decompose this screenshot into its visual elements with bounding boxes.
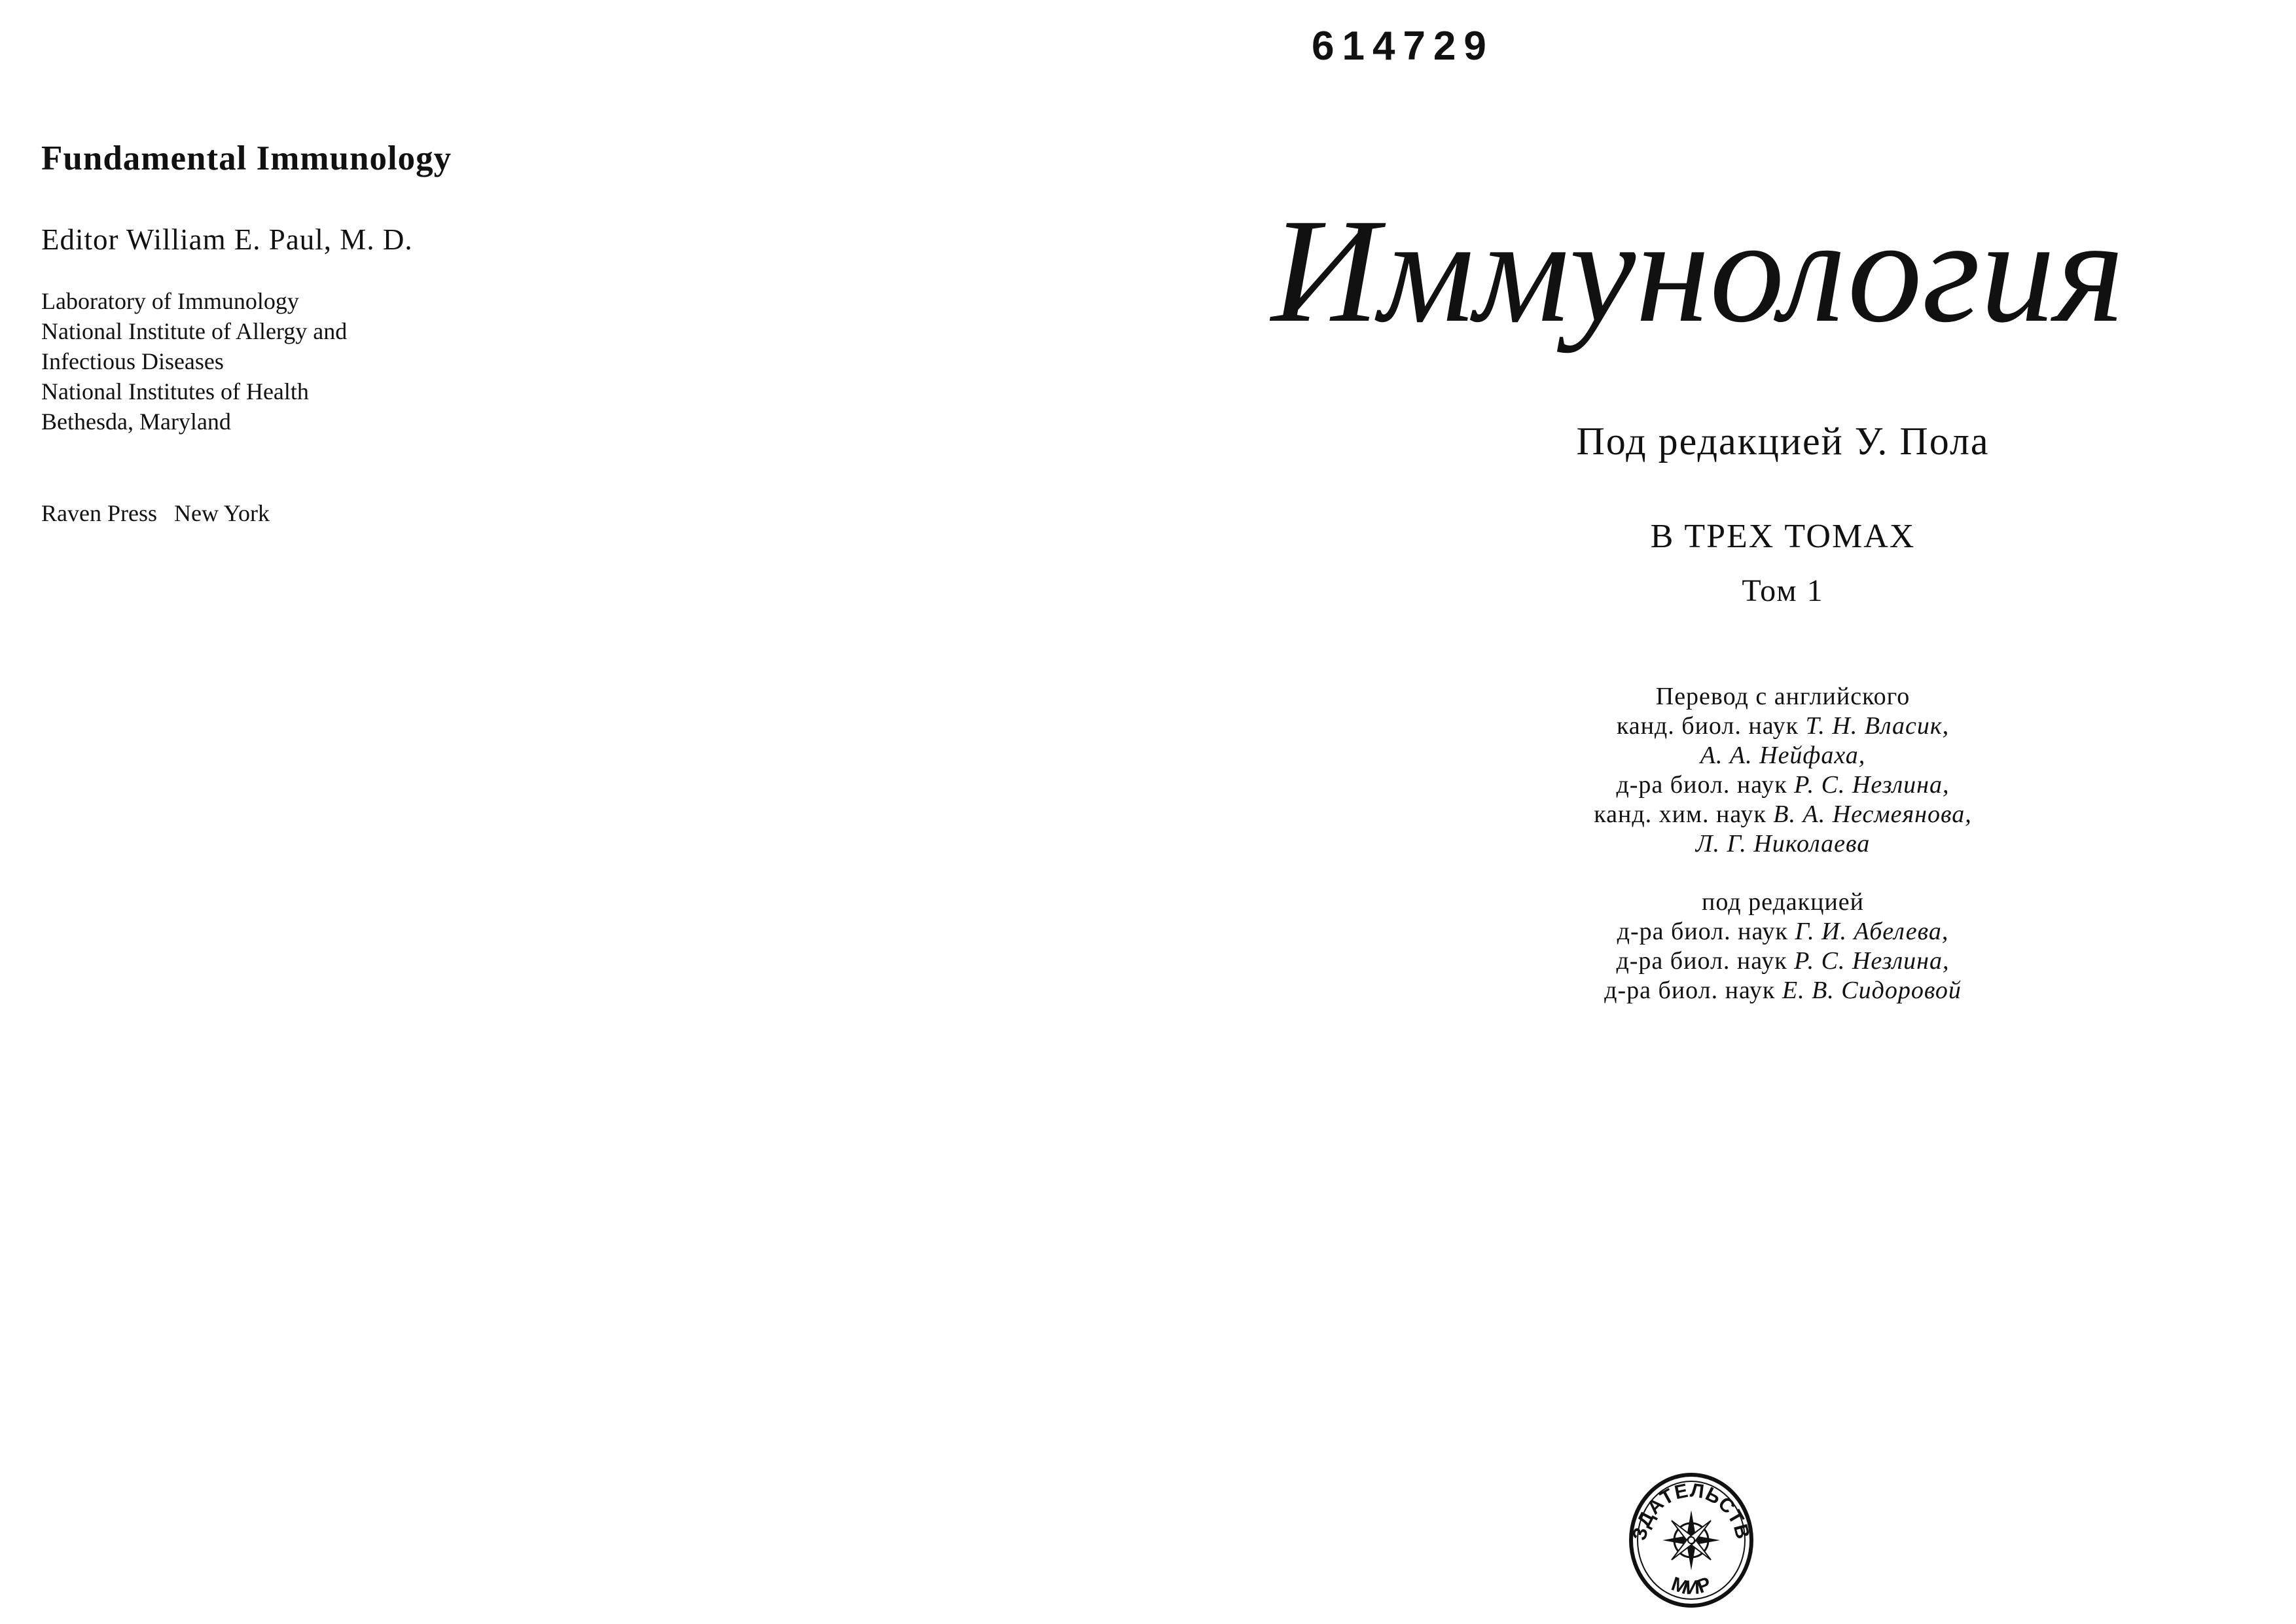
editor-name: Г. И. Абелева, bbox=[1795, 918, 1949, 945]
editors-heading: под редакцией bbox=[1702, 888, 1864, 916]
volumes-line: В ТРЕХ ТОМАХ bbox=[1650, 518, 1916, 555]
logo-bottom-text: МИР bbox=[1668, 1573, 1714, 1599]
affiliation-line: National Institutes of Health bbox=[41, 378, 309, 405]
translation-heading: Перевод с английского bbox=[1655, 683, 1910, 710]
original-publisher-line bbox=[41, 499, 270, 527]
editor-name: Е. В. Сидоровой bbox=[1782, 977, 1962, 1004]
original-editor: Editor William E. Paul, M. D. bbox=[41, 223, 413, 256]
translator-name: А. А. Нейфаха, bbox=[1700, 742, 1866, 769]
affiliation-line: Bethesda, Maryland bbox=[41, 408, 231, 435]
translator-line bbox=[1429, 800, 2136, 829]
publisher-logo bbox=[1626, 1470, 1757, 1611]
translator-degree: д-ра биол. наук bbox=[1616, 771, 1795, 799]
translator-name: Л. Г. Николаева bbox=[1695, 830, 1871, 857]
translator-line bbox=[1429, 770, 2136, 800]
editor-line: Под редакцией У. Пола bbox=[1576, 420, 1990, 463]
translator-line bbox=[1429, 829, 2136, 859]
translator-degree: канд. биол. наук bbox=[1616, 712, 1806, 740]
translator-line bbox=[1429, 712, 2136, 741]
affiliation-line: National Institute of Allergy and bbox=[41, 318, 348, 344]
publisher-city: New York bbox=[173, 500, 270, 526]
editor-degree: д-ра биол. наук bbox=[1616, 947, 1795, 975]
translator-degree: канд. хим. наук bbox=[1594, 801, 1774, 828]
editor-entry bbox=[1429, 917, 2136, 947]
editor-name: Р. С. Незлина, bbox=[1794, 947, 1950, 975]
scientific-editors bbox=[1429, 888, 2136, 1005]
editor-entry bbox=[1429, 947, 2136, 976]
book-title: Иммунология bbox=[1271, 189, 2125, 353]
right-page bbox=[1148, 0, 2296, 1624]
original-title: Fundamental Immunology bbox=[41, 139, 452, 177]
editor-entry bbox=[1429, 976, 2136, 1005]
affiliation-block bbox=[41, 286, 347, 437]
compass-rose-seal-icon bbox=[1626, 1470, 1757, 1611]
affiliation-line: Laboratory of Immunology bbox=[41, 288, 299, 314]
editor-degree: д-ра биол. наук bbox=[1604, 977, 1782, 1004]
translation-credits bbox=[1429, 682, 2136, 859]
publisher-name: Raven Press bbox=[41, 500, 157, 526]
translator-line bbox=[1429, 741, 2136, 770]
affiliation-line: Infectious Diseases bbox=[41, 348, 224, 374]
svg-text:МИР bbox=[1668, 1573, 1713, 1598]
left-page bbox=[0, 0, 1145, 1624]
translator-name: Т. Н. Власик, bbox=[1805, 712, 1950, 740]
translator-name: В. А. Несмеянова, bbox=[1773, 801, 1972, 828]
translator-name: Р. С. Незлина, bbox=[1794, 771, 1950, 799]
compass-rose bbox=[1662, 1510, 1720, 1570]
volume-number: Том 1 bbox=[1742, 573, 1824, 608]
logo-top-text: ЗДАТЕЛЬСТВ bbox=[1628, 1479, 1754, 1543]
inventory-stamp-number: 614729 bbox=[1312, 24, 1494, 69]
editor-degree: д-ра биол. наук bbox=[1617, 918, 1795, 945]
